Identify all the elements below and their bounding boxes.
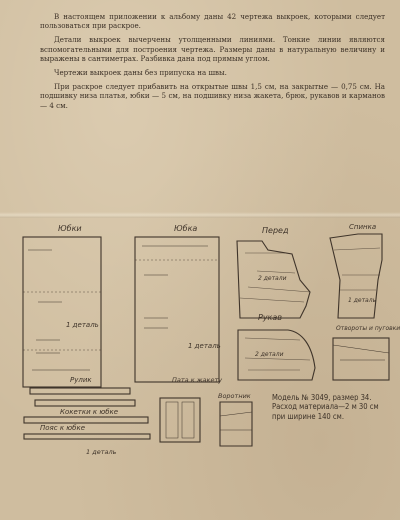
model-number: Модель № 3049, размер 34. xyxy=(272,393,372,402)
facing-piece xyxy=(333,338,389,380)
label-skirt-1: Юбки xyxy=(58,224,82,233)
paragraph-allowance: При раскрое следует прибавить на открытые швы 1,5 см, на закрытые — 0,75 см. На подшивку низа платья, юбки — 5 см, на подшивку низа жакета, брюк, рукавов и карманов — 4 см. xyxy=(40,82,385,110)
skirt-2-cut-label: 1 деталь xyxy=(188,342,221,350)
label-sleeve: Рукав xyxy=(258,313,283,322)
page-fold xyxy=(0,212,400,218)
strip-2 xyxy=(35,400,135,406)
pattern-diagram xyxy=(0,220,400,520)
label-collar: Воротник xyxy=(218,392,251,400)
skirt-1-cut-label: 1 деталь xyxy=(66,321,99,329)
back-bodice-piece xyxy=(330,234,382,318)
strip-cut-label: 1 деталь xyxy=(86,448,117,456)
strip-3 xyxy=(24,417,148,423)
front-cut-label: 2 детали xyxy=(258,275,287,282)
skirt-2-piece xyxy=(135,237,219,382)
label-ruler: Рулик xyxy=(70,376,92,384)
strip-4 xyxy=(24,434,150,439)
label-kokets: Кокетки к юбке xyxy=(60,408,119,416)
skirt-1-piece xyxy=(23,237,101,387)
instructions-text xyxy=(40,12,385,115)
paragraph-intro: В настоящем приложении к альбому даны 42 чертежа выкроек, которыми следует пользоваться при раскрое. xyxy=(40,12,385,31)
back-cut-label: 1 деталь xyxy=(348,297,377,304)
paragraph-seams: Чертежи выкроек даны без припуска на швы. xyxy=(54,68,227,78)
fabric-width: при ширине 140 см. xyxy=(272,411,345,421)
label-skirt-2: Юбка xyxy=(174,224,198,233)
label-belt: Пояс к юбке xyxy=(40,424,86,432)
strip-1 xyxy=(30,388,130,394)
label-front: Перед xyxy=(262,226,289,235)
label-facing: Отвороты и пуговки xyxy=(336,325,400,332)
collar-piece xyxy=(220,402,252,446)
label-back: Спинка xyxy=(349,223,377,231)
paragraph-lines: Детали выкроек вычерчены утолщенными линиями. Тонкие линии являются вспомогательными для построения чертежа. Размеры даны в натуральную величину и выражены в сантиметрах. Разбивка дана под прямым углом. xyxy=(40,35,385,63)
fabric-consumption: Расход материала—2 м 30 см xyxy=(272,402,379,412)
sleeve-cut-label: 2 детали xyxy=(255,351,284,358)
label-pocket-flap: Пата к жакету xyxy=(172,376,223,384)
model-info xyxy=(272,393,392,421)
